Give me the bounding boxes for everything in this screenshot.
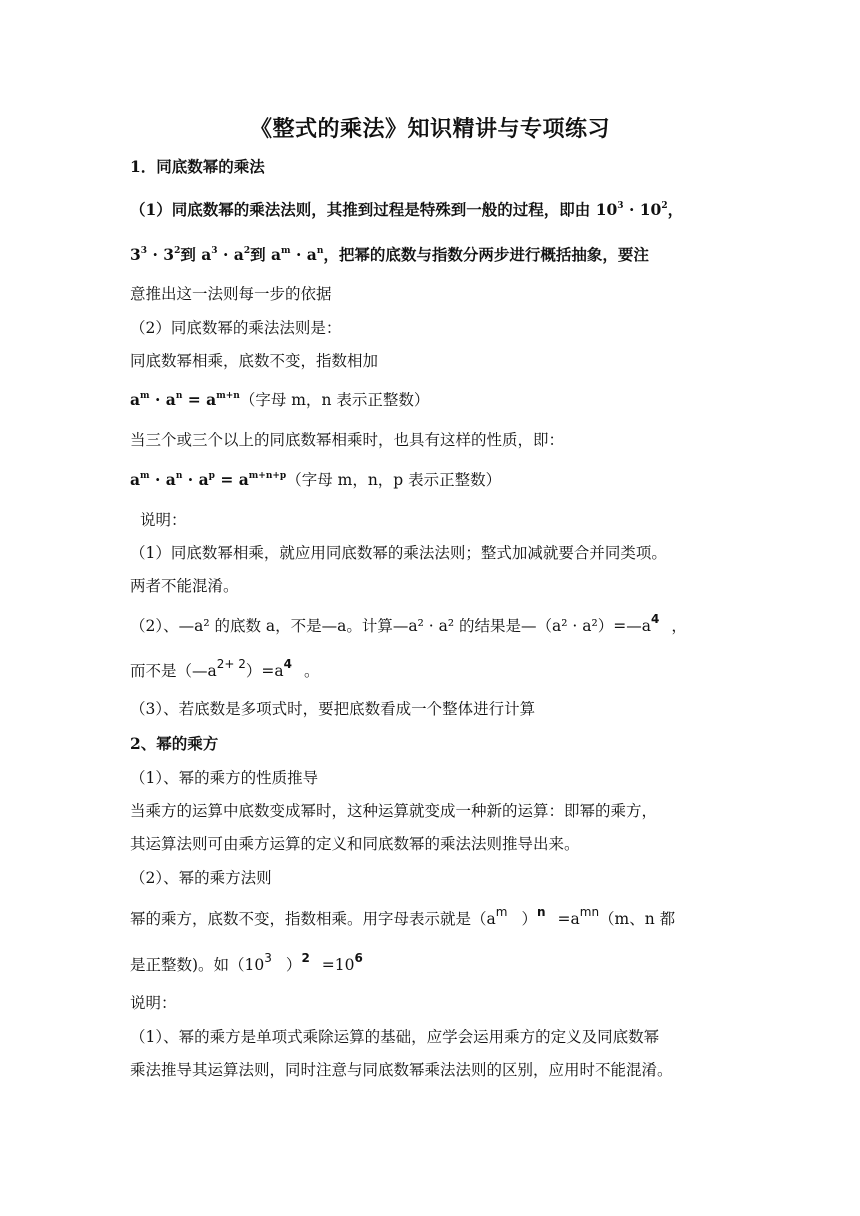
s2-paragraph-9: 乘法推导其运算法则，同时注意与同底数幂乘法法则的区别，应用时不能混淆。 (130, 1061, 673, 1079)
s2-p5-exp-2: n (536, 905, 546, 919)
s1-p10-exp: 4 (650, 612, 660, 626)
s1-p1-base-1: 10 (595, 200, 618, 219)
s1-paragraph-10 (130, 614, 740, 636)
s2-paragraph-5 (130, 907, 740, 929)
s1-p10-text: （2）、—a² 的底数 a，不是—a。计算—a² · a² 的结果是—（a² · a²）=—a (130, 617, 651, 635)
s1-p2-exp-5: m (281, 246, 291, 256)
s1-p1-base-2: 10 (639, 200, 662, 219)
f2-exp-3: p (208, 471, 215, 481)
s1-p1-dot-1: · (623, 200, 640, 219)
s1-p1-text: （1）同底数幂的乘法法则，其推到过程是特殊到一般的过程，即由 (130, 200, 591, 219)
s2-paragraph-7: 说明： (130, 994, 177, 1012)
s1-paragraph-3: 意推出这一法则每一步的依据 (130, 285, 332, 303)
f1-dot-1: · (149, 390, 166, 409)
s2-paragraph-8: （1）、幂的乘方是单项式乘除运算的基础，应学会运用乘方的定义及同底数幂 (130, 1028, 660, 1046)
s1-p2-exp-6: n (316, 246, 324, 256)
s1-p2-dot-2: · (217, 245, 234, 264)
s1-p2-exp-1: 3 (140, 246, 148, 256)
s2-paragraph-3: 其运算法则可由乘方运算的定义和同底数幂的乘法法则推导出来。 (130, 835, 580, 853)
s1-paragraph-6: 当三个或三个以上的同底数幂相乘时，也具有这样的性质，即： (130, 431, 565, 449)
s1-p11-text-2: ）=a (245, 662, 284, 680)
s2-p5-exp-3: mn (579, 905, 600, 919)
s1-p2-base-4: a (233, 245, 244, 264)
section-1-heading: 1．同底数幂的乘法 (130, 157, 265, 176)
f1-base-3: a (206, 390, 217, 409)
s2-paragraph-4: （2）、幂的乘方法则 (130, 869, 272, 887)
s1-p2-base-5: a (271, 245, 282, 264)
s1-p2-exp-3: 3 (211, 246, 218, 256)
s1-p11-text-1: 而不是（—a (130, 662, 217, 680)
f2-dot-1: · (149, 470, 166, 489)
s1-p2-text: ，把幂的底数与指数分两步进行概括抽象，要注 (323, 245, 649, 264)
s1-p2-exp-2: 2 (174, 246, 181, 256)
s2-p6-text-3: =10 (321, 956, 355, 974)
s1-paragraph-1 (130, 198, 740, 220)
s1-p10-comma: ， (671, 617, 687, 635)
f2-equals: = (214, 470, 239, 489)
s2-p5-exp-1: m (495, 905, 508, 919)
s2-paragraph-2: 当乘方的运算中底数变成幂时，这种运算就变成一种新的运算：即幂的乘方， (130, 802, 658, 820)
s1-p2-base-1: 3 (130, 245, 141, 264)
s2-paragraph-6 (130, 953, 740, 975)
s1-paragraph-8: （1）同底数幂相乘，就应用同底数幂的乘法法则；整式加减就要合并同类项。 (130, 544, 667, 562)
s1-p2-exp-4: 2 (243, 246, 251, 256)
f1-exp-1: m (140, 391, 150, 401)
f2-exp-1: m (140, 471, 150, 481)
s1-p2-base-3: a (201, 245, 212, 264)
s2-p6-exp-1: 3 (264, 951, 272, 965)
s2-p6-exp-2: 2 (301, 951, 310, 965)
f2-exp-4: m+n+p (248, 471, 287, 481)
s1-paragraph-7: 说明： (140, 511, 187, 529)
s1-p2-dot-3: · (290, 245, 307, 264)
s1-p2-dot-1: · (147, 245, 164, 264)
s1-p11-exp-1: 2+ 2 (216, 657, 246, 671)
s1-p1-exp-1: 3 (617, 201, 624, 211)
f2-note: （字母 m，n，p 表示正整数） (286, 471, 502, 489)
s1-paragraph-12: （3）、若底数是多项式时，要把底数看成一个整体进行计算 (130, 700, 536, 718)
s1-p1-exp-2: 2 (661, 201, 668, 211)
s1-p2-base-6: a (306, 245, 317, 264)
page-title: 《整式的乘法》知识精讲与专项练习 (249, 116, 610, 142)
s1-paragraph-9: 两者不能混淆。 (130, 577, 239, 595)
f2-base-4: a (238, 470, 249, 489)
s1-p11-period: 。 (303, 662, 320, 680)
s2-p5-text-4: （m、n 都 (599, 910, 676, 928)
s1-p2-to-1: 到 (180, 245, 196, 264)
f2-base-2: a (165, 470, 176, 489)
f1-base-1: a (130, 390, 141, 409)
f2-dot-2: · (182, 470, 199, 489)
f2-exp-2: n (175, 471, 183, 481)
s2-p5-text-1: 幂的乘方，底数不变，指数相乘。用字母表示就是（a (130, 910, 496, 928)
s1-p2-base-2: 3 (163, 245, 175, 264)
section-2-heading: 2、幂的乘方 (130, 734, 219, 753)
f2-base-1: a (130, 470, 141, 489)
s1-paragraph-4: （2）同底数幂的乘法法则是： (130, 319, 342, 337)
s2-paragraph-1: （1）、幂的乘方的性质推导 (130, 769, 319, 787)
s2-p5-text-2: ） (521, 910, 537, 928)
s1-paragraph-5: 同底数幂相乘，底数不变，指数相加 (130, 352, 379, 370)
f2-base-3: a (198, 470, 209, 489)
s2-p6-text-2: ） (285, 956, 302, 974)
f1-exp-3: m+n (216, 391, 240, 401)
f1-base-2: a (165, 390, 176, 409)
s1-formula-2 (130, 468, 740, 490)
s1-paragraph-2 (130, 243, 740, 265)
s2-p6-exp-3: 6 (354, 951, 363, 965)
s1-paragraph-11 (130, 659, 740, 681)
f1-exp-2: n (175, 391, 183, 401)
f1-note: （字母 m，n 表示正整数） (239, 391, 430, 409)
s2-p5-text-3: =a (557, 910, 580, 928)
f1-equals: = (182, 390, 207, 409)
s1-p2-to-2: 到 (250, 245, 266, 264)
s1-p11-exp-2: 4 (283, 657, 292, 671)
s2-p6-text-1: 是正整数)。如（10 (130, 956, 265, 974)
s1-formula-1 (130, 388, 740, 410)
s1-p1-comma: ， (667, 200, 684, 219)
